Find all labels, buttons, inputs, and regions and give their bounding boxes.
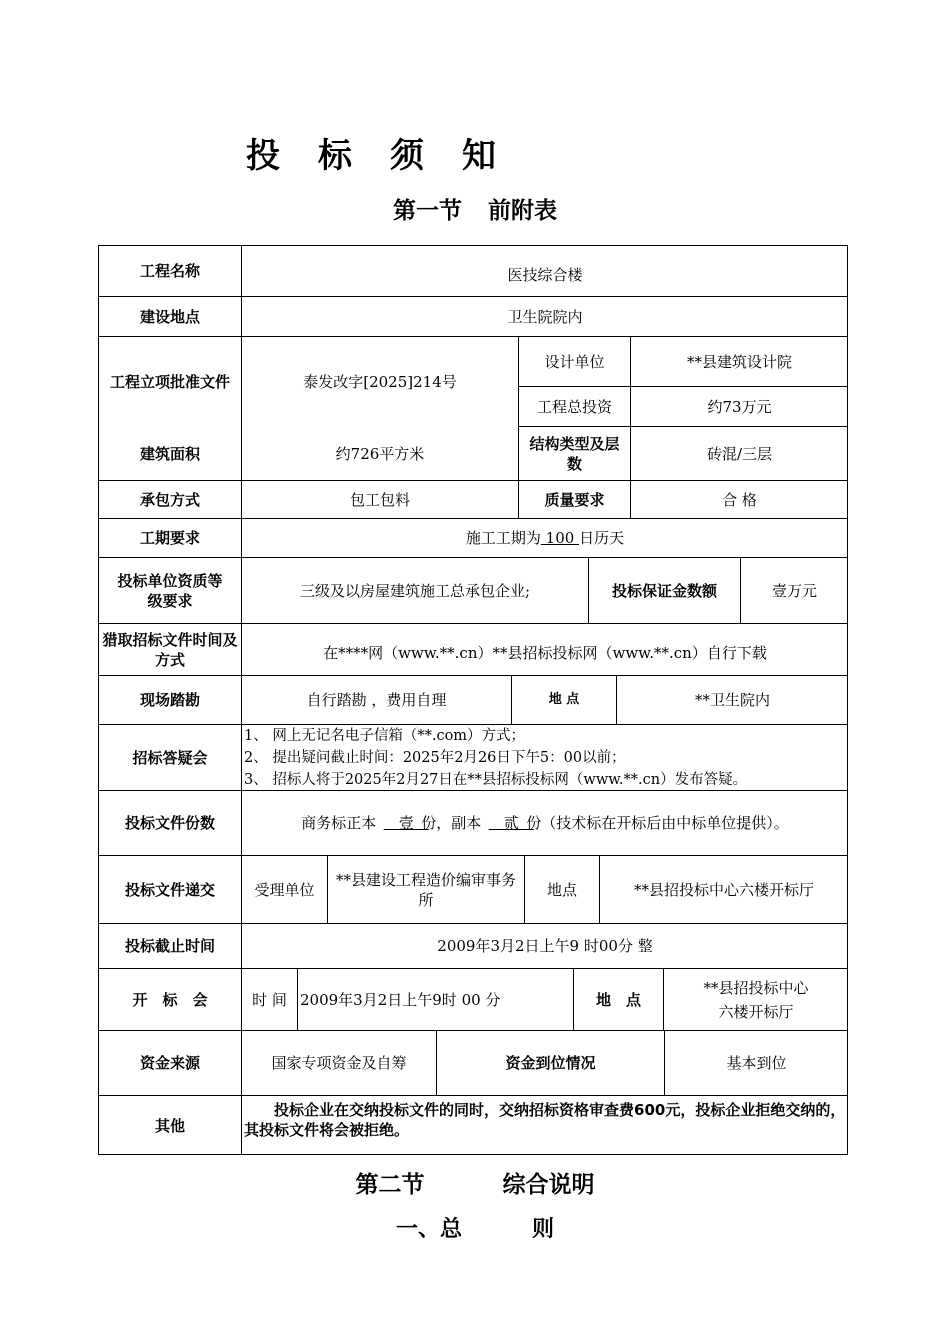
obtain-docs-label: 猎取招标文件时间及方式 [99,624,242,676]
site-value: 卫生院院内 [242,297,848,337]
opening-place-line-2: 六楼开标厅 [718,1002,794,1021]
site-survey-label: 现场踏勘 [99,676,242,725]
opening-time-value: 2009年3月2日上午9时 00 分 [298,969,574,1031]
bid-bond-value: 壹万元 [741,558,848,624]
obtain-docs-value: 在****网（www.**.cn）**县招标投标网（www.**.cn）自行下载 [242,624,848,676]
receiving-unit-value: **县建设工程造价编审事务所 [328,856,525,924]
duration-suffix: 日历天 [579,529,625,547]
approval-label: 工程立项批准文件 [99,337,242,427]
duration-value [242,519,848,558]
bid-copies-value [242,791,848,856]
survey-place-label: 地 点 [512,676,617,725]
other-text: 投标企业在交纳投标文件的同时，交纳招标资格审查费600元，投标企业拒绝交纳的，其投标文件将会被拒绝。 [244,1101,846,1139]
contract-mode-value: 包工包料 [242,481,519,519]
design-unit-label: 设计单位 [519,337,631,387]
section-1-name: 前附表 [488,198,557,224]
general-provisions-heading [0,1212,950,1243]
total-investment-label: 工程总投资 [519,387,631,427]
fund-source-value: 国家专项资金及自筹 [242,1031,437,1096]
qa-meeting-label: 招标答疑会 [99,725,242,791]
submission-place-label: 地点 [525,856,600,924]
opening-place-label: 地 点 [574,969,664,1031]
section-1-number: 第一节 [393,198,462,224]
project-name-value: 医技综合楼 [242,246,848,297]
fund-status-label: 资金到位情况 [437,1031,665,1096]
design-unit-value: **县建筑设计院 [631,337,848,387]
fund-source-label: 资金来源 [99,1031,242,1096]
structure-label: 结构类型及层 数 [519,427,631,481]
section-1-heading [0,192,950,225]
original-count: 壹 [383,814,429,832]
site-label: 建设地点 [99,297,242,337]
qualification-value: 三级及以房屋建筑施工总承包企业; [242,558,589,624]
opening-place-value [664,969,848,1031]
qualification-label: 投标单位资质等级要求 [99,558,242,624]
section-2-number: 第二节 [355,1172,425,1198]
bid-opening-label: 开 标 会 [99,969,242,1031]
copies-text-1: 商务标正本 [301,814,377,832]
copies-text-2: 份，副本 [421,814,482,832]
section-2-name: 综合说明 [502,1172,595,1198]
bid-copies-label: 投标文件份数 [99,791,242,856]
bid-submission-label: 投标文件递交 [99,856,242,924]
receiving-unit-label: 受理单位 [242,856,328,924]
general-number: 一、总 [395,1217,462,1242]
floor-area-value: 约726平方米 [242,427,519,481]
bid-bond-label: 投标保证金数额 [589,558,741,624]
section-2-heading [0,1166,950,1199]
copies-text-3: 份（技术标在开标后由中标单位提供）。 [526,814,789,832]
duration-days: 100 [540,529,580,547]
document-title: 投标须知 [246,136,534,176]
copy-count: 贰 [488,814,534,832]
general-name: 则 [532,1217,555,1242]
total-investment-value: 约73万元 [631,387,848,427]
opening-time-label: 时 间 [242,969,298,1031]
project-name-label: 工程名称 [99,246,242,297]
qa-line-2: 2、 提出疑问截止时间：2025年2月26日下午5：00以前； [244,749,626,766]
submission-place-value: **县招投标中心六楼开标厅 [600,856,848,924]
front-attached-table [98,245,848,1155]
other-label: 其他 [99,1096,242,1155]
structure-value: 砖混/三层 [631,427,848,481]
quality-value: 合 格 [631,481,848,519]
opening-place-line-1: **县招投标中心 [703,978,809,997]
quality-label: 质量要求 [519,481,631,519]
approval-value: 泰发改字[2025]214号 [242,337,519,427]
bid-deadline-label: 投标截止时间 [99,924,242,969]
qa-line-1: 1、 网上无记名电子信箱（**.com）方式； [244,727,526,744]
bid-deadline-value: 2009年3月2日上午9 时00分 整 [242,924,848,969]
site-survey-value: 自行踏勘 ，费用自理 [242,676,512,725]
contract-mode-label: 承包方式 [99,481,242,519]
other-value [242,1096,848,1155]
fund-status-value: 基本到位 [665,1031,848,1096]
floor-area-label: 建筑面积 [99,427,242,481]
duration-label: 工期要求 [99,519,242,558]
duration-prefix: 施工工期为 [465,529,541,547]
survey-place-value: **卫生院内 [617,676,848,725]
qa-meeting-value [242,725,848,791]
qa-line-3: 3、 招标人将于2025年2月27日在**县招标投标网（www.**.cn）发布答疑。 [244,771,748,788]
